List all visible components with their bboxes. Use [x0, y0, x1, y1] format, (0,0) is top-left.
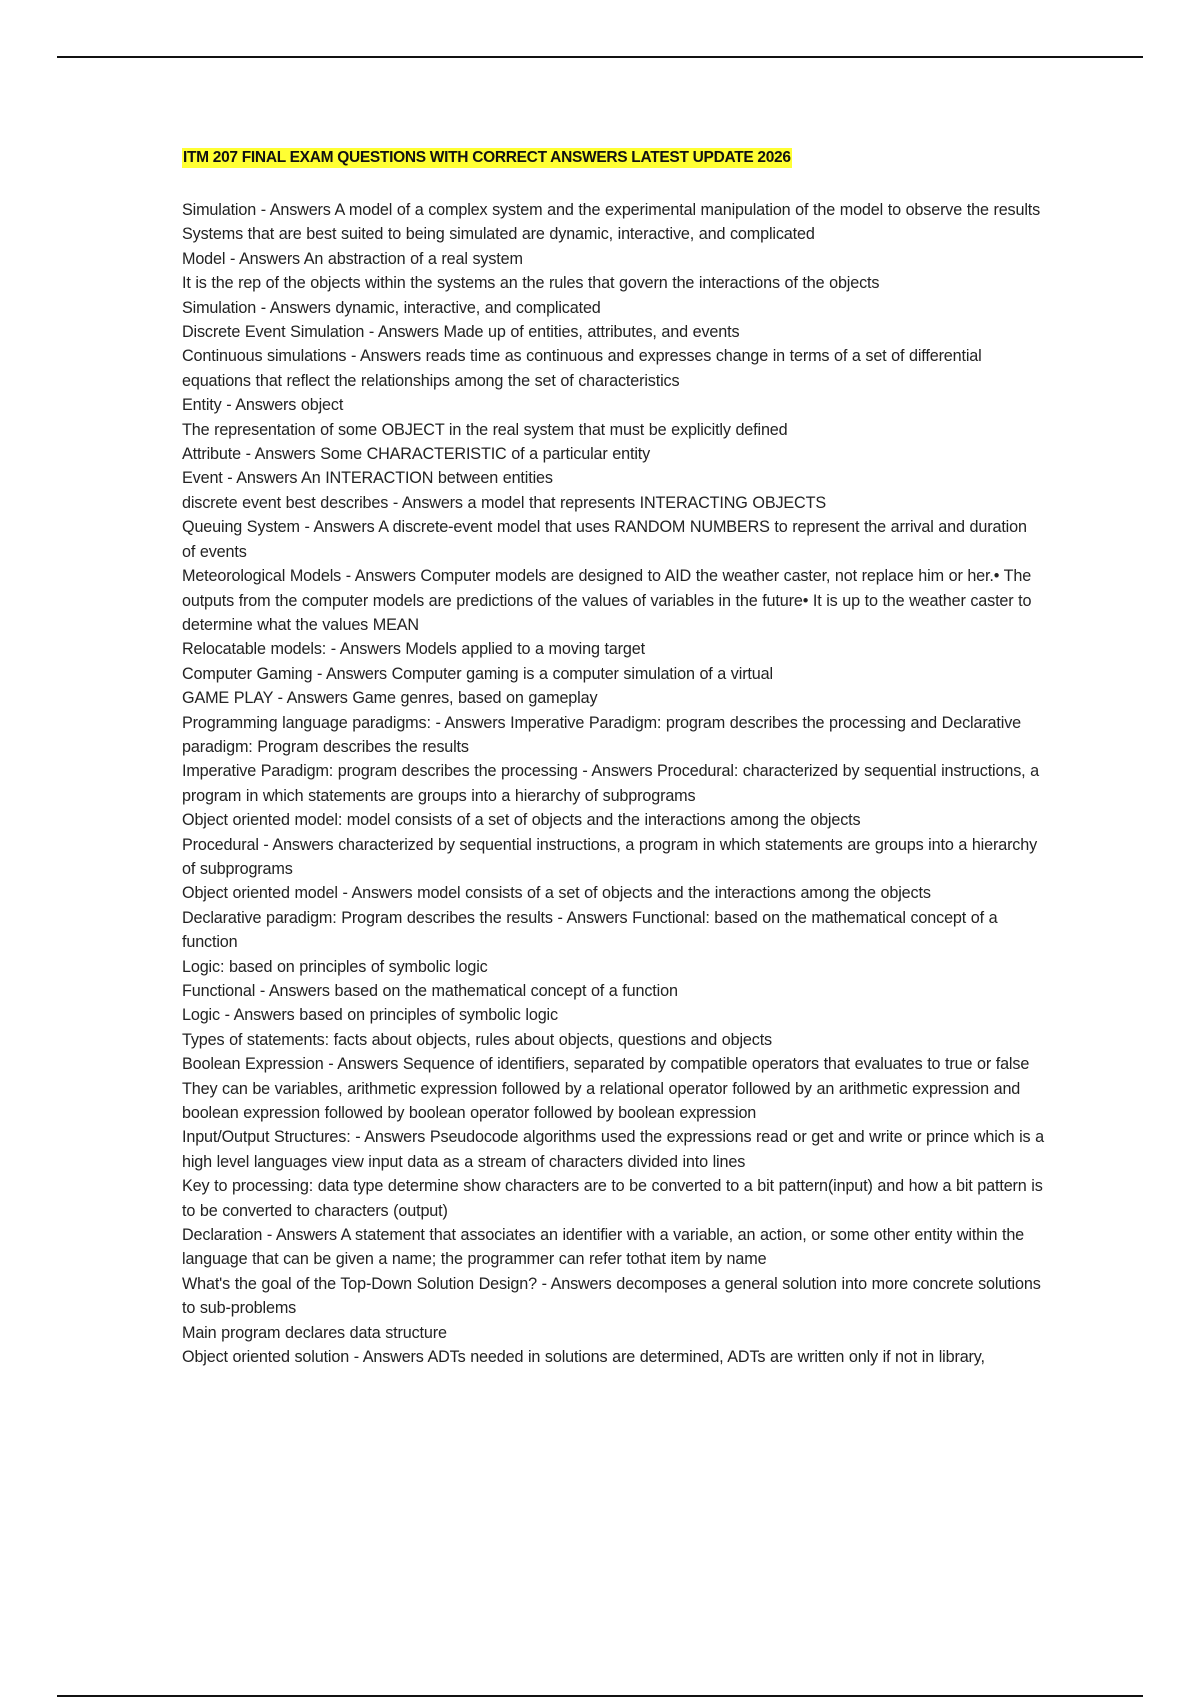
- qa-line: Imperative Paradigm: program describes the processing - Answers Procedural: characterized by sequential instructions, a program in which statements are groups into a hierarchy of subprograms: [182, 762, 1039, 805]
- qa-line: Meteorological Models - Answers Computer models are designed to AID the weather caster, not replace him or her.• The outputs from the computer models are predictions of the values of variables in the future• It is up to the weather caster to determine what the values MEAN: [182, 567, 1032, 634]
- qa-line: Declaration - Answers A statement that associates an identifier with a variable, an action, or some other entity within the language that can be given a name; the programmer can refer tothat item by name: [182, 1226, 1025, 1269]
- qa-line: Logic: based on principles of symbolic logic: [182, 957, 488, 976]
- qa-line: Discrete Event Simulation - Answers Made up of entities, attributes, and events: [182, 323, 740, 342]
- qa-line: Main program declares data structure: [182, 1323, 447, 1342]
- qa-line: Computer Gaming - Answers Computer gaming is a computer simulation of a virtual: [182, 664, 773, 683]
- qa-line: What's the goal of the Top-Down Solution Design? - Answers decomposes a general solution into more concrete solutions to sub-problems: [182, 1274, 1041, 1318]
- qa-line: Logic - Answers based on principles of symbolic logic: [182, 1006, 558, 1025]
- qa-list: [182, 198, 1044, 1370]
- qa-line: Attribute - Answers Some CHARACTERISTIC of a particular entity: [182, 445, 651, 464]
- qa-line: It is the rep of the objects within the systems an the rules that govern the interactions of the objects: [182, 274, 880, 293]
- qa-line: Input/Output Structures: - Answers Pseudocode algorithms used the expressions read or get and write or prince which is a high level languages view input data as a stream of characters divided into lines: [182, 1128, 1044, 1171]
- document-title: ITM 207 FINAL EXAM QUESTIONS WITH CORRECT ANSWERS LATEST UPDATE 2026: [183, 149, 791, 166]
- qa-line: Model - Answers An abstraction of a real system: [182, 249, 523, 268]
- header-rule: [57, 56, 1143, 58]
- qa-line: Entity - Answers object: [182, 396, 344, 415]
- qa-line: Object oriented solution - Answers ADTs needed in solutions are determined, ADTs are written only if not in library,: [182, 1348, 985, 1367]
- qa-line: Key to processing: data type determine show characters are to be converted to a bit pattern(input) and how a bit pattern is to be converted to characters (output): [182, 1177, 1043, 1220]
- footer-rule: [57, 1695, 1143, 1697]
- qa-line: Declarative paradigm: Program describes the results - Answers Functional: based on the mathematical concept of a function: [182, 908, 998, 952]
- qa-line: Continuous simulations - Answers reads time as continuous and expresses change in terms of a set of differential equations that reflect the relationships among the set of characteristics: [182, 347, 982, 390]
- qa-line: Types of statements: facts about objects, rules about objects, questions and objects: [182, 1030, 772, 1049]
- qa-line: Queuing System - Answers A discrete-event model that uses RANDOM NUMBERS to represent the arrival and duration of events: [182, 518, 1027, 561]
- qa-line: Object oriented model - Answers model consists of a set of objects and the interactions among the objects: [182, 884, 931, 903]
- qa-line: Event - Answers An INTERACTION between entities: [182, 469, 553, 488]
- qa-line: Systems that are best suited to being simulated are dynamic, interactive, and complicated: [182, 225, 815, 244]
- qa-line: Boolean Expression - Answers Sequence of identifiers, separated by compatible operators that evaluates to true or false: [182, 1055, 1030, 1074]
- qa-line: The representation of some OBJECT in the real system that must be explicitly defined: [182, 420, 788, 439]
- document-body: [182, 148, 1044, 1370]
- qa-line: Relocatable models: - Answers Models applied to a moving target: [182, 640, 645, 659]
- qa-line: Programming language paradigms: - Answers Imperative Paradigm: program describes the processing and Declarative paradigm: Program describes the results: [182, 713, 1021, 756]
- qa-line: Simulation - Answers A model of a complex system and the experimental manipulation of the model to observe the results: [182, 201, 1041, 219]
- qa-line: Functional - Answers based on the mathematical concept of a function: [182, 982, 678, 1000]
- qa-line: Object oriented model: model consists of a set of objects and the interactions among the objects: [182, 811, 861, 830]
- qa-line: Simulation - Answers dynamic, interactive, and complicated: [182, 298, 601, 317]
- qa-line: GAME PLAY - Answers Game genres, based on gameplay: [182, 689, 598, 708]
- qa-line: Procedural - Answers characterized by sequential instructions, a program in which statements are groups into a hierarchy of subprograms: [182, 835, 1038, 878]
- qa-line: They can be variables, arithmetic expression followed by a relational operator followed by an arithmetic expression and boolean expression followed by boolean operator followed by boolean expression: [182, 1079, 1021, 1123]
- qa-line: discrete event best describes - Answers a model that represents INTERACTING OBJECTS: [182, 493, 826, 512]
